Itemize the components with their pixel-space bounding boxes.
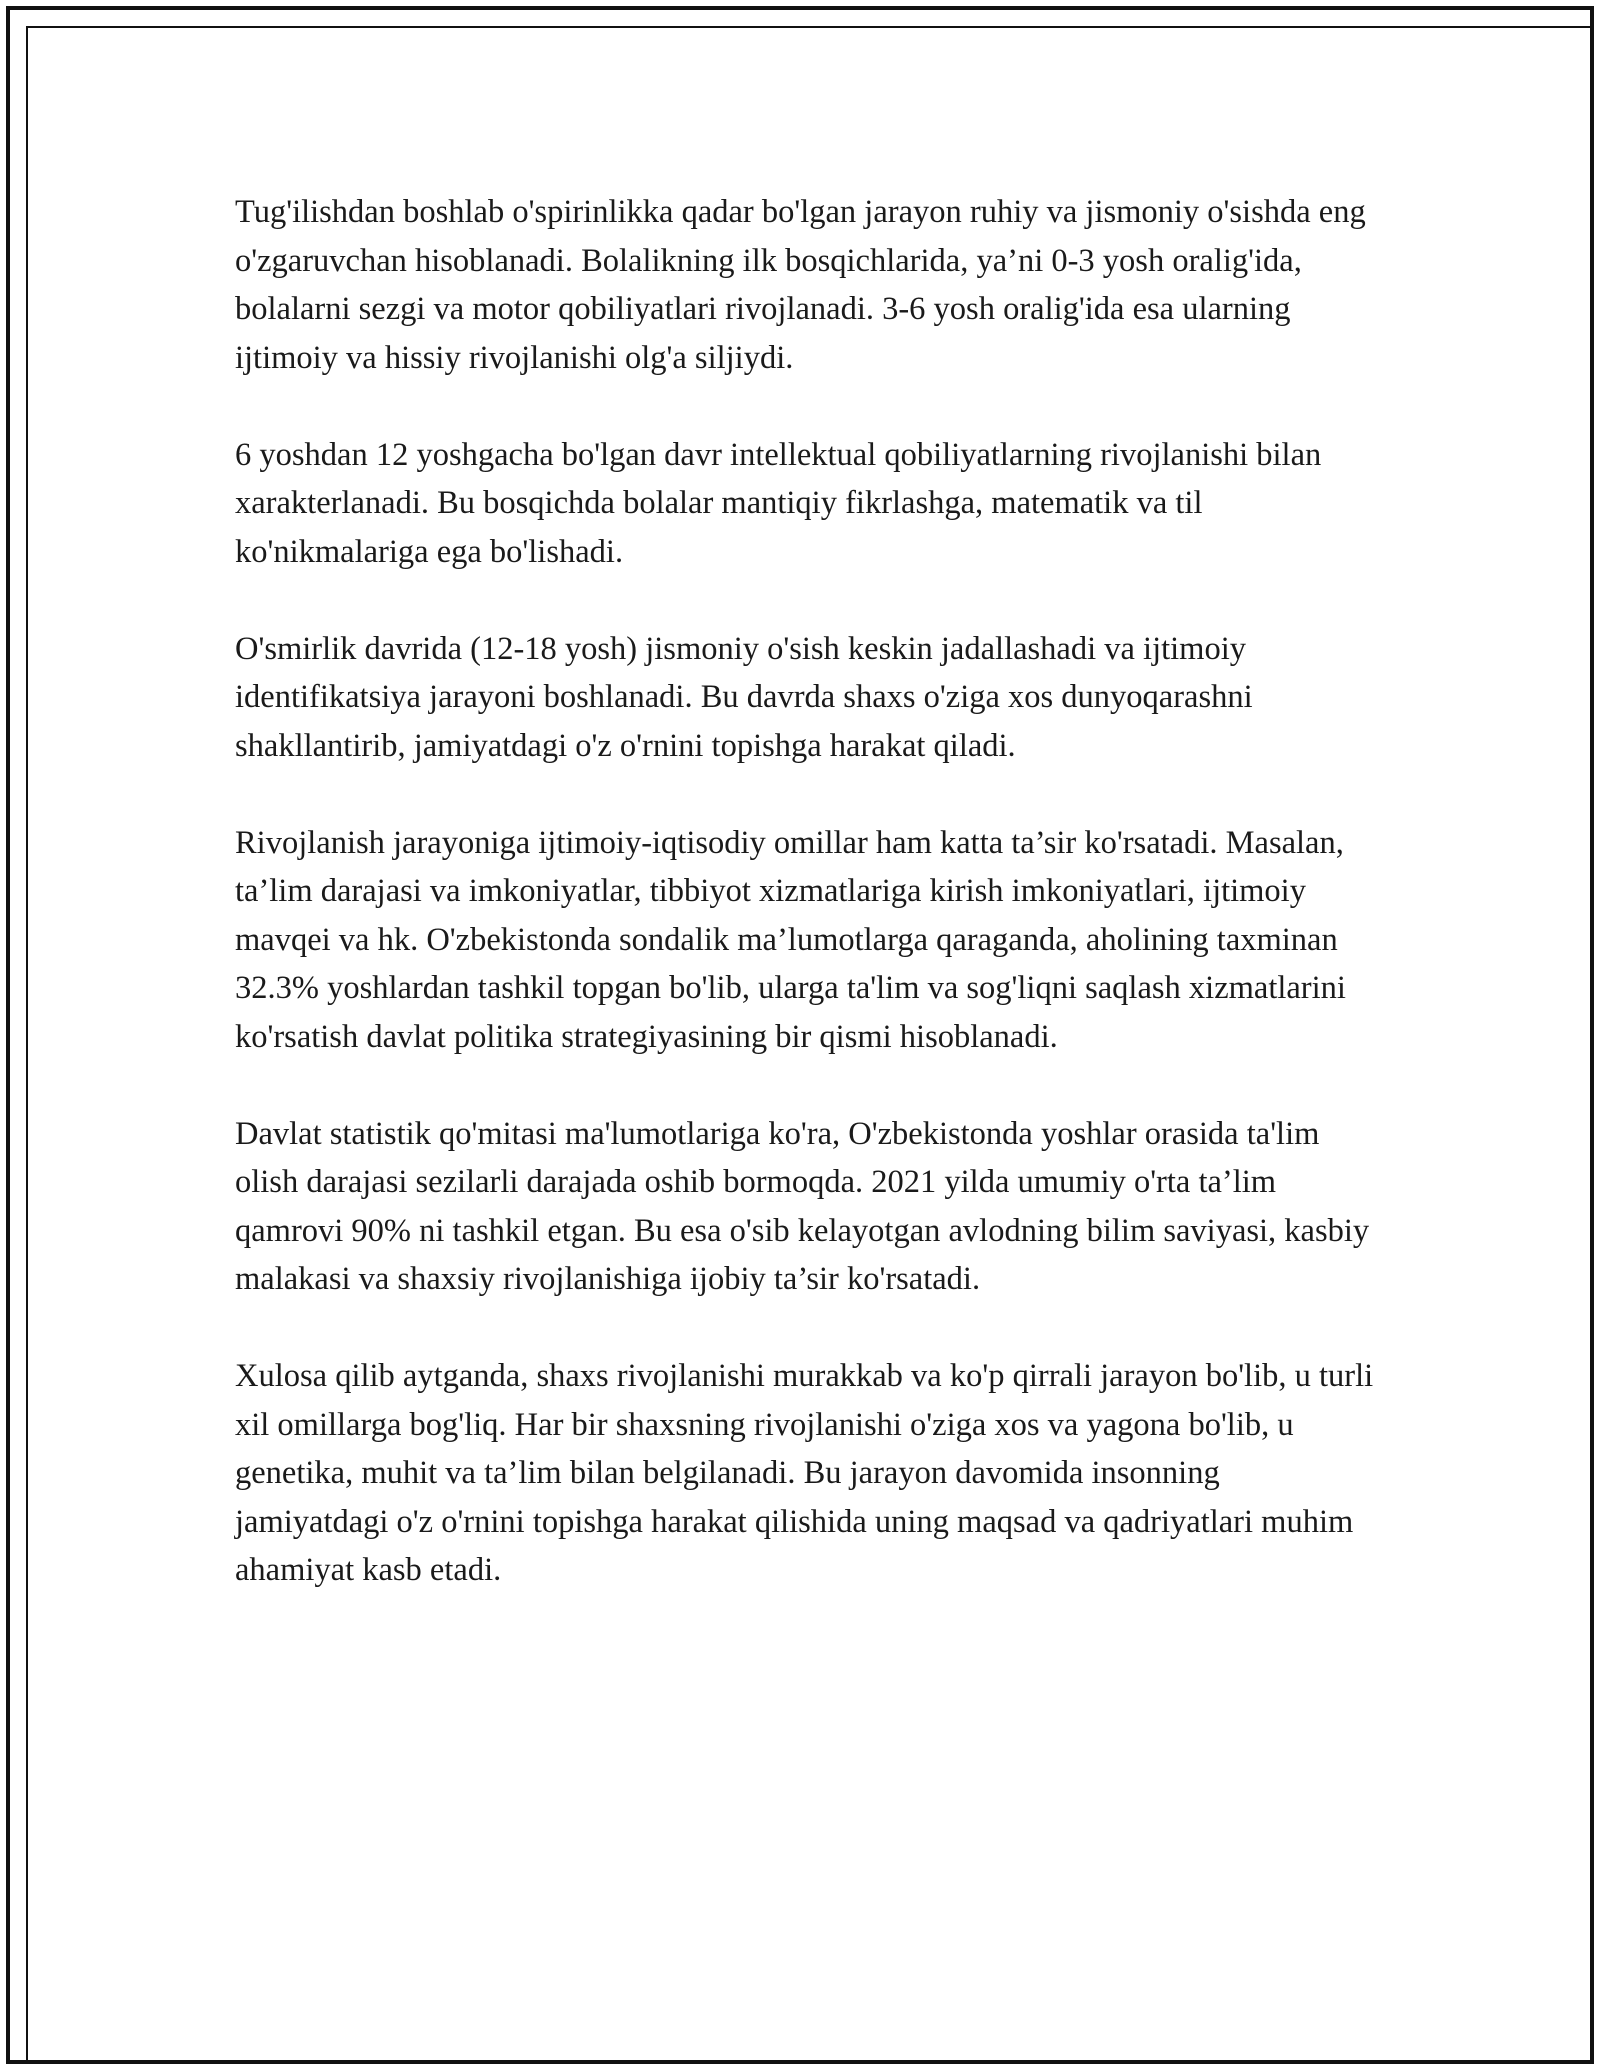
document-body	[235, 188, 1375, 1595]
paragraph-education-statistics: Davlat statistik qo'mitasi ma'lumotlariga ko'ra, O'zbekistonda yoshlar orasida ta'lim olish darajasi sezilarli darajada oshib bormoqda. 2021 yilda umumiy o'rta ta’lim qamrovi 90% ni tashkil etgan. Bu esa o'sib kelayotgan avlodning bilim saviyasi, kasbiy malakasi va shaxsiy rivojlanishiga ijobiy ta’sir ko'rsatadi.	[235, 1115, 1370, 1297]
paragraph-conclusion: Xulosa qilib aytganda, shaxs rivojlanishi murakkab va ko'p qirrali jarayon bo'lib, u turli xil omillarga bog'liq. Har bir shaxsning rivojlanishi o'ziga xos va yagona bo'lib, u genetika, muhit va ta’lim bilan belgilanadi. Bu jarayon davomida insonning jamiyatdagi o'z o'rnini topishga harakat qilishida uning maqsad va qadriyatlari muhim ahamiyat kasb etadi.	[235, 1358, 1374, 1588]
paragraph-adolescence: O'smirlik davrida (12-18 yosh) jismoniy o'sish keskin jadallashadi va ijtimoiy identifikatsiya jarayoni boshlanadi. Bu davrda shaxs o'ziga xos dunyoqarashni shakllantirib, jamiyatdagi o'z o'rnini topishga harakat qiladi.	[235, 630, 1253, 764]
paragraph-socioeconomic-factors: Rivojlanish jarayoniga ijtimoiy-iqtisodiy omillar ham katta ta’sir ko'rsatadi. Masalan, ta’lim darajasi va imkoniyatlar, tibbiyot xizmatlariga kirish imkoniyatlari, ijtimoiy mavqei va hk. O'zbekistonda sondalik ma’lumotlarga qaraganda, aholining taxminan 32.3% yoshlardan tashkil topgan bo'lib, ularga ta'lim va sog'liqni saqlash xizmatlarini ko'rsatish davlat politika strategiyasining bir qismi hisoblanadi.	[235, 824, 1346, 1055]
paragraph-school-age: 6 yoshdan 12 yoshgacha bo'lgan davr intellektual qobiliyatlarning rivojlanishi bilan xarakterlanadi. Bu bosqichda bolalar mantiqiy fikrlashga, matematik va til ko'nikmalariga ega bo'lishadi.	[235, 436, 1322, 570]
paragraph-early-childhood: Tug'ilishdan boshlab o'spirinlikka qadar bo'lgan jarayon ruhiy va jismoniy o'sishda eng o'zgaruvchan hisoblanadi. Bolalikning ilk bosqichlarida, ya’ni 0-3 yosh oralig'ida, bolalarni sezgi va motor qobiliyatlari rivojlanadi. 3-6 yosh oralig'ida esa ularning ijtimoiy va hissiy rivojlanishi olg'a siljiydi.	[235, 194, 1366, 376]
